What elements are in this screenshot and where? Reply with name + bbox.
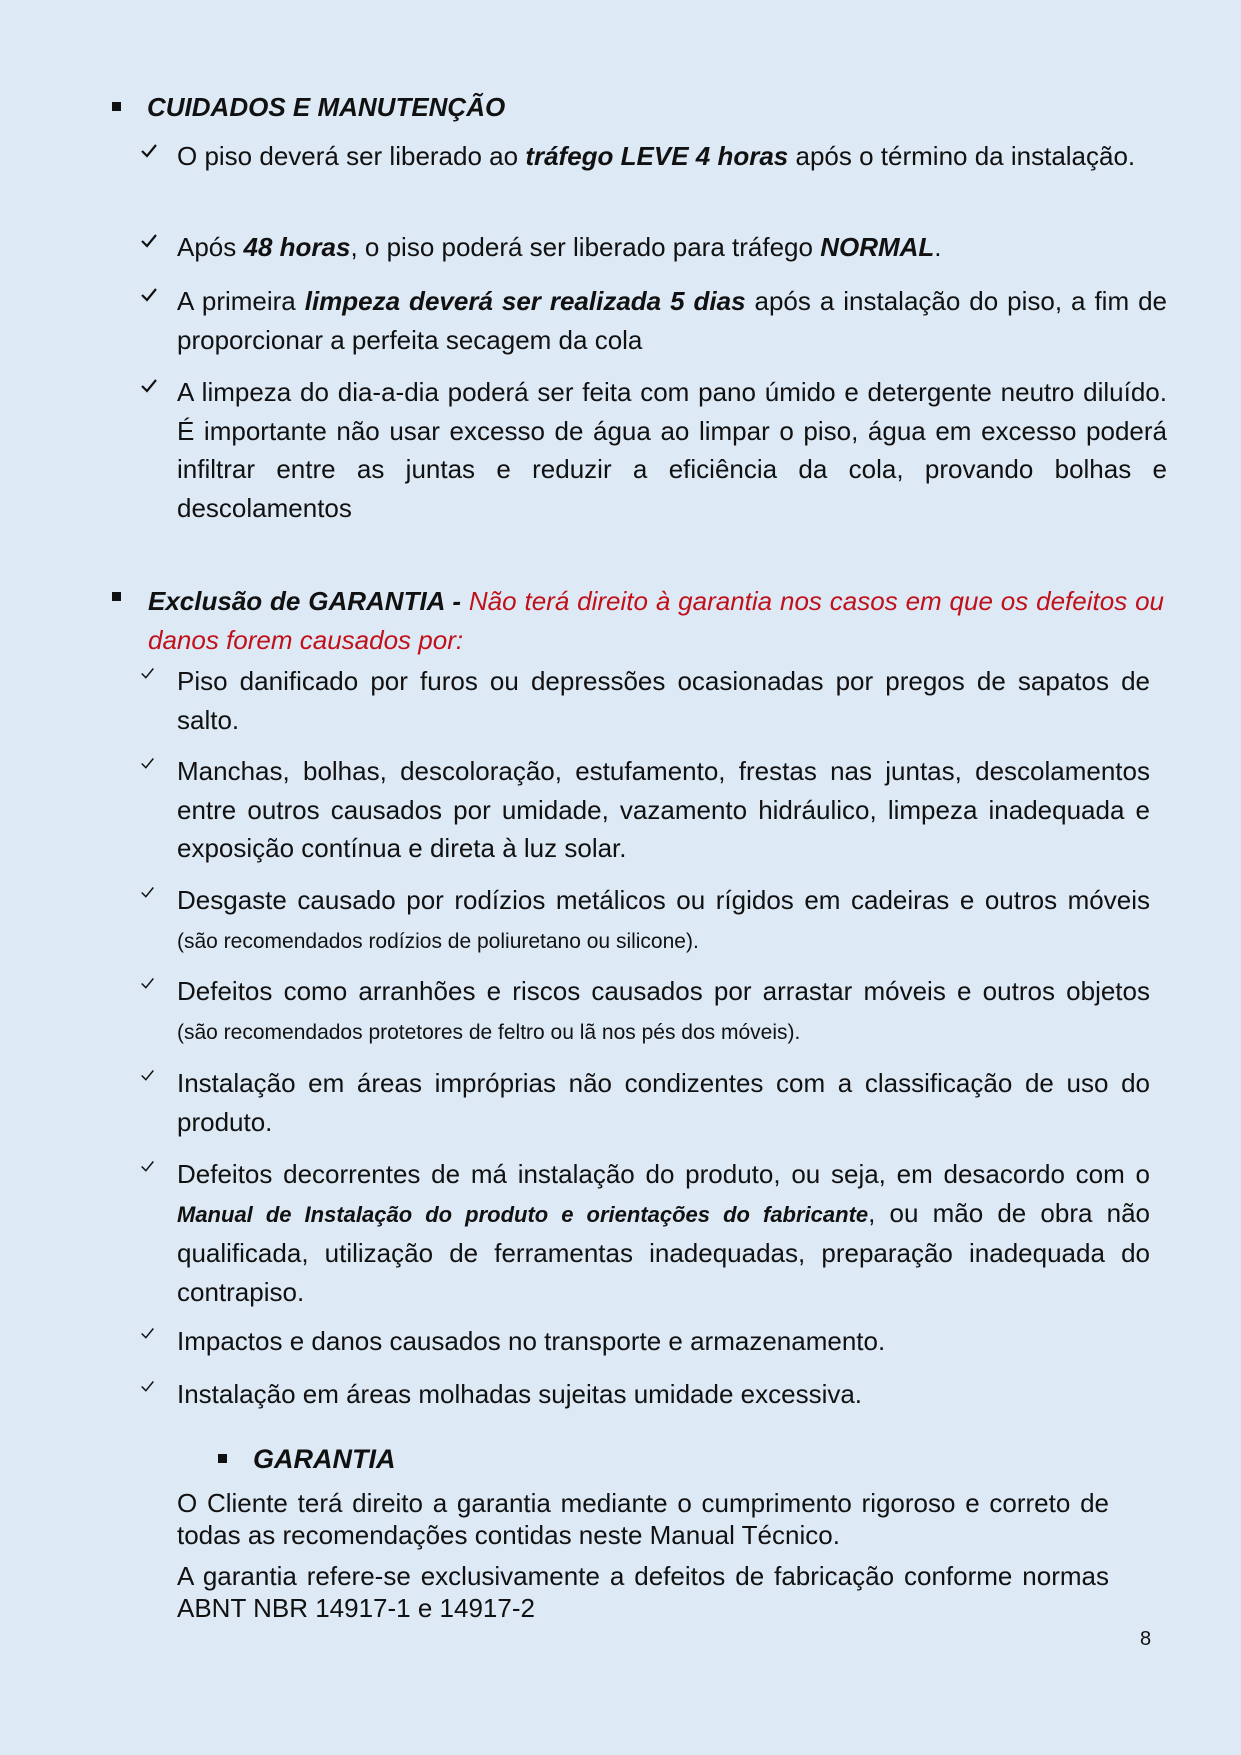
list-item	[140, 1064, 1150, 1141]
checkmark-icon	[140, 232, 158, 250]
checkmark-icon	[140, 885, 155, 900]
list-item-text: A primeira limpeza deverá ser realizada 5 dias após a instalação do piso, a fim de proporcionar a perfeita secagem da cola	[177, 286, 1167, 355]
list-item	[140, 1155, 1150, 1311]
section-title: GARANTIA	[253, 1444, 396, 1474]
square-bullet-icon	[218, 1454, 227, 1463]
section-heading-exclusao	[112, 582, 1172, 659]
garantia-paragraph-2: A garantia refere-se exclusivamente a defeitos de fabricação conforme normas ABNT NBR 14917-1 e 14917-2	[177, 1561, 1109, 1623]
list-item-text: O piso deverá ser liberado ao tráfego LEVE 4 horas após o término da instalação.	[177, 141, 1136, 171]
section-heading-cuidados	[112, 92, 505, 123]
list-item	[140, 373, 1170, 527]
checkmark-icon	[140, 666, 155, 681]
garantia-paragraph-1: O Cliente terá direito a garantia mediante o cumprimento rigoroso e correto de todas as recomendações contidas neste Manual Técnico.	[177, 1488, 1109, 1550]
section-title: Exclusão de GARANTIA - Não terá direito à garantia nos casos em que os defeitos ou danos forem causados por:	[148, 586, 1164, 655]
list-item-text: Defeitos decorrentes de má instalação do produto, ou seja, em desacordo com o Manual de Instalação do produto e orientações do fabricante, ou mão de obra não qualificada, utilização de ferramentas inadequadas, preparação inadequada do contrapiso.	[177, 1159, 1150, 1307]
square-bullet-icon	[112, 102, 121, 111]
square-bullet-icon	[112, 592, 121, 601]
list-item-text: Após 48 horas, o piso poderá ser liberado para tráfego NORMAL.	[177, 232, 942, 262]
checkmark-icon	[140, 976, 155, 991]
list-item-text: Instalação em áreas molhadas sujeitas umidade excessiva.	[177, 1379, 863, 1409]
list-item	[140, 752, 1150, 868]
list-item	[140, 138, 1170, 175]
list-item	[140, 1322, 1150, 1361]
section-title: CUIDADOS E MANUTENÇÃO	[147, 92, 506, 122]
list-item	[140, 662, 1150, 739]
checkmark-icon	[140, 756, 155, 771]
list-item-text: Piso danificado por furos ou depressões ocasionadas por pregos de sapatos de salto.	[177, 666, 1150, 735]
list-item	[140, 972, 1150, 1052]
checkmark-icon	[140, 1379, 155, 1394]
checkmark-icon	[140, 1326, 155, 1341]
checkmark-icon	[140, 142, 158, 160]
list-item-text: Desgaste causado por rodízios metálicos ou rígidos em cadeiras e outros móveis (são recomendados rodízios de poliuretano ou silicone).	[177, 885, 1150, 953]
list-item-text: Manchas, bolhas, descoloração, estufamento, frestas nas juntas, descolamentos entre outros causados por umidade, vazamento hidráulico, limpeza inadequada e exposição contínua e direta à luz solar.	[177, 756, 1150, 863]
checkmark-icon	[140, 1068, 155, 1083]
list-item	[140, 881, 1150, 961]
list-item-text: A limpeza do dia-a-dia poderá ser feita com pano úmido e detergente neutro diluído. É importante não usar excesso de água ao limpar o piso, água em excesso poderá infiltrar entre as juntas e reduzir a eficiência da cola, provando bolhas e descolamentos	[177, 377, 1167, 523]
page-number: 8	[1140, 1628, 1152, 1650]
list-item	[140, 282, 1170, 359]
list-item-text: Impactos e danos causados no transporte e armazenamento.	[177, 1326, 886, 1356]
list-item-text: Defeitos como arranhões e riscos causados por arrastar móveis e outros objetos (são recomendados protetores de feltro ou lã nos pés dos móveis).	[177, 976, 1150, 1044]
list-item-text: Instalação em áreas impróprias não condizentes com a classificação de uso do produto.	[177, 1068, 1150, 1137]
checkmark-icon	[140, 286, 158, 304]
list-item	[140, 228, 1170, 267]
checkmark-icon	[140, 377, 158, 395]
section-heading-garantia	[218, 1444, 396, 1475]
list-item	[140, 1375, 1150, 1414]
checkmark-icon	[140, 1159, 155, 1174]
